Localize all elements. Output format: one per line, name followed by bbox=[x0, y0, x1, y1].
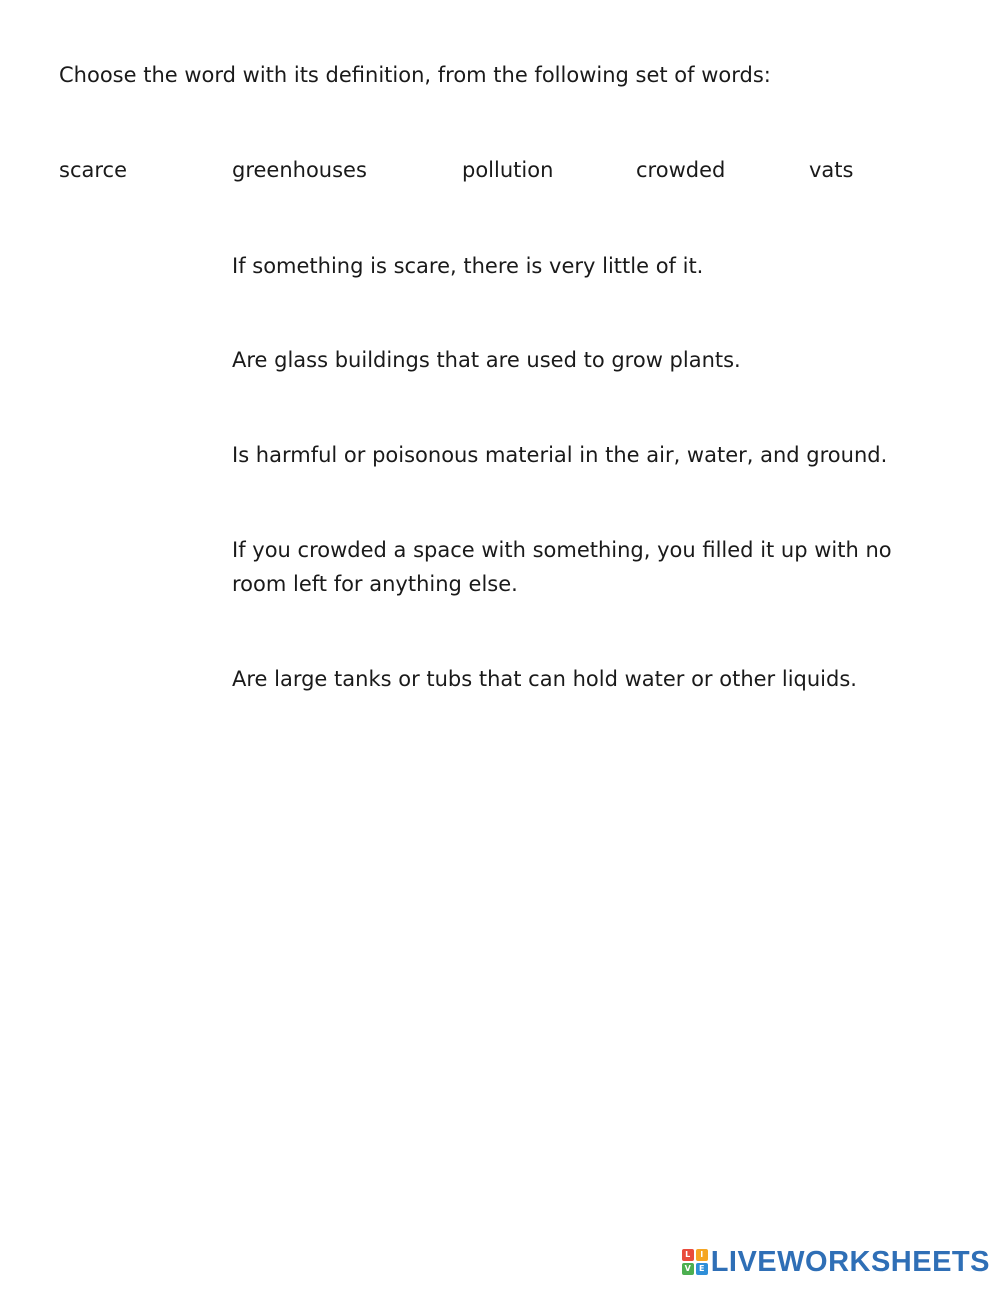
word-scarce: scarce bbox=[59, 158, 127, 182]
definition-4: If you crowded a space with something, you filled it up with no room left for anything else. bbox=[232, 538, 892, 596]
liveworksheets-logo bbox=[682, 1247, 990, 1277]
definition-5: Are large tanks or tubs that can hold water or other liquids. bbox=[232, 667, 857, 691]
logo-mark-v: V bbox=[682, 1263, 694, 1275]
definition-3: Is harmful or poisonous material in the air, water, and ground. bbox=[232, 443, 888, 467]
logo-text: LIVEWORKSHEETS bbox=[710, 1246, 990, 1278]
word-greenhouses: greenhouses bbox=[232, 158, 367, 182]
instruction-text: Choose the word with its definition, from the following set of words: bbox=[59, 63, 771, 87]
definition-2: Are glass buildings that are used to grow plants. bbox=[232, 348, 741, 372]
word-pollution: pollution bbox=[462, 158, 554, 182]
logo-mark-l: L bbox=[682, 1249, 694, 1261]
definition-1: If something is scare, there is very little of it. bbox=[232, 254, 704, 278]
logo-mark-icon bbox=[682, 1249, 708, 1275]
logo-mark-e: E bbox=[696, 1263, 708, 1275]
word-crowded: crowded bbox=[636, 158, 726, 182]
word-vats: vats bbox=[809, 158, 854, 182]
logo-mark-i: I bbox=[696, 1249, 708, 1261]
